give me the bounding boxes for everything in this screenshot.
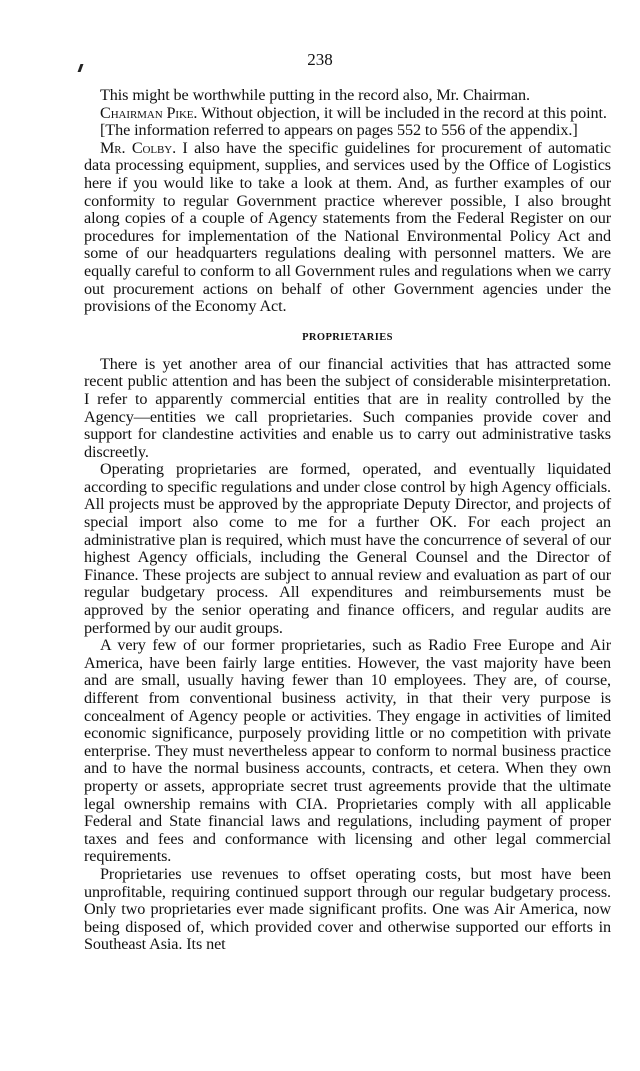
speaker-name: Mr. Colby.	[100, 138, 177, 157]
paragraph: Proprietaries use revenues to offset operating costs, but most have been unprofitable, requiring continued support through our regular budgetary process. Only two proprietaries ever made significant profits. One was Air America, now being disposed of, which provided cover and otherwise supported our efforts in Southeast Asia. Its net	[84, 864, 611, 954]
paragraph: Operating proprietaries are formed, operated, and eventually liquidated according to specific regulations and under close control by high Agency officials. All projects must be approved by the appropriate Deputy Director, and projects of special import also come to me for a further OK. For each project an administrative plan is required, which must have the concurrence of several of our highest Agency officials, including the General Counsel and the Director of Finance. These projects are subject to annual review and evaluation as part of our regular budgetary process. All expenditures and reimbursements must be approved by the senior operating and finance officers, and regular audits are performed by our audit groups.	[84, 460, 611, 637]
paragraph-text: I also have the specific guidelines for procurement of automatic data processing equipment, supplies, and services used by the Office of Logistics here if you would like to take a look at them. And, as further examples of our conformity to regular Government practice wherever possible, I also brought along copies of a couple of Agency statements from the Federal Register on our procedures for implementation of the National Environmental Policy Act and some of our headquarters regulations dealing with personnel matters. We are equally careful to conform to all Government rules and regulations when we carry out procurement actions on behalf of other Government agencies under the provisions of the Economy Act.	[84, 138, 611, 316]
paragraph	[84, 105, 611, 123]
paragraph	[84, 87, 611, 105]
paragraph	[84, 140, 611, 316]
paragraph-text: This might be worthwhile putting in the record also, Mr. Chairman.	[100, 86, 530, 104]
section-heading: PROPRIETARIES	[302, 331, 393, 343]
paragraph: A very few of our former proprietaries, such as Radio Free Europe and Air America, have been fairly large entities. However, the vast majority have been and are small, usually having fewer than 10 employees. They are, of course, different from conventional business activity, in that their very purpose is concealment of Agency people or activities. They engage in activities of limited economic significance, purposely providing little or no competition with private enterprise. They must nevertheless appear to conform to normal business practice and to have the normal business accounts, contracts, et cetera. When they own property or assets, appropriate secret trust agreements provide that the ultimate legal ownership remains with CIA. Proprietaries comply with all applicable Federal and State financial laws and regulations, including payment of proper taxes and fees and conformance with licensing and other legal commercial requirements.	[84, 636, 611, 866]
paragraph: There is yet another area of our financial activities that has attracted some recent public attention and has been the subject of considerable misinterpretation. I refer to apparently commercial entities that are in reality controlled by the Agency—entities we call proprietaries. Such companies provide cover and support for clandestine activities and enable us to carry out administrative tasks discreetly.	[84, 354, 611, 461]
page-number: 238	[307, 50, 333, 69]
paragraph-text: Without objection, it will be included in the record at this point.	[197, 103, 607, 122]
paragraph-text: [The information referred to appears on pages 552 to 556 of the appendix.]	[100, 121, 578, 140]
document-body	[84, 87, 611, 954]
paragraph	[84, 122, 611, 140]
speaker-name: Chairman Pike.	[100, 103, 198, 122]
